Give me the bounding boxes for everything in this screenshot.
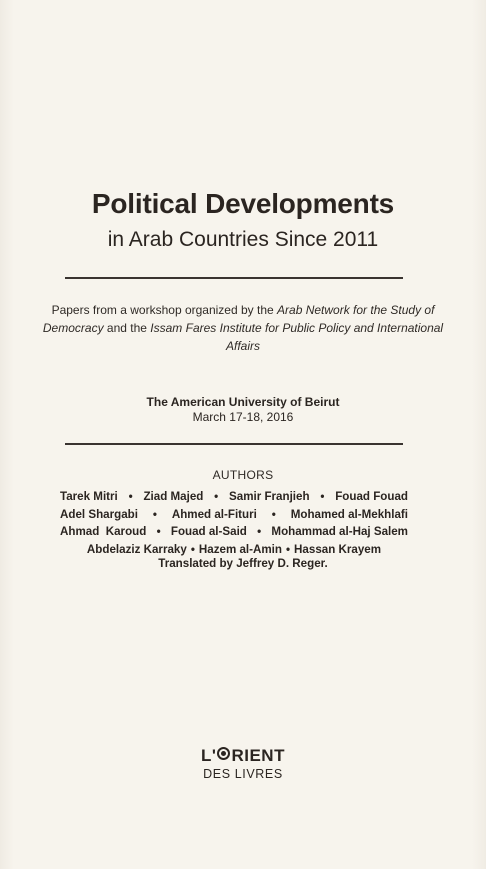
separator-bullet: • [152, 507, 157, 521]
separator-bullet: • [285, 542, 291, 556]
publisher-imprint: DES LIVRES [203, 767, 283, 781]
authors-line [60, 541, 408, 559]
university-name: The American University of Beirut [146, 395, 340, 409]
authors-heading: AUTHORS [212, 468, 274, 482]
author-name: Ziad Majed [143, 490, 204, 503]
author-name: Adel Shargabi [60, 507, 138, 521]
author-name: Hassan Krayem [294, 542, 382, 556]
divider-bottom [65, 443, 403, 445]
author-name: Fouad Fouad [335, 490, 408, 503]
author-name: Abdelaziz Karraky [86, 542, 187, 556]
workshop-dates: March 17-18, 2016 [192, 410, 294, 424]
separator-bullet: • [128, 490, 133, 503]
author-name: Mohamed al-Mekhlafi [290, 507, 408, 521]
publisher-logo [0, 747, 486, 782]
book-subtitle: in Arab Countries Since 2011 [107, 228, 379, 251]
separator-bullet: • [156, 525, 161, 538]
authors-line [60, 523, 408, 541]
author-name: Mohammad al-Haj Salem [271, 525, 408, 538]
intro-org-2: Issam Fares Institute for Public Policy and International Affairs [150, 321, 444, 353]
workshop-description [40, 301, 446, 355]
separator-bullet: • [320, 490, 325, 503]
brand-right: RIENT [231, 746, 285, 765]
author-name: Fouad al-Said [170, 525, 247, 538]
authors-line [60, 506, 408, 524]
author-name: Samir Franjieh [229, 490, 310, 503]
intro-text-1: Papers from a workshop organized by the [51, 303, 278, 317]
authors-list [60, 488, 408, 558]
translator-credit: Translated by Jeffrey D. Reger. [158, 557, 328, 570]
author-name: Tarek Mitri [60, 490, 118, 503]
separator-bullet: • [190, 542, 195, 556]
venue-block [0, 395, 486, 425]
separator-bullet: • [271, 507, 276, 521]
authors-line [60, 488, 408, 506]
book-title: Political Developments [91, 188, 395, 219]
brand-left: L' [201, 746, 217, 765]
orient-o-icon [217, 747, 230, 760]
author-name: Hazem al-Amin [198, 542, 282, 556]
author-name: Ahmed al-Fituri [171, 507, 257, 521]
separator-bullet: • [214, 490, 219, 503]
intro-text-2: and the [103, 321, 151, 335]
divider-top [65, 277, 403, 279]
separator-bullet: • [257, 525, 262, 538]
publisher-wordmark [201, 747, 285, 765]
author-name: Ahmad Karoud [60, 525, 147, 538]
intro-org-1: Arab Network for the Study of Democracy [42, 303, 435, 335]
